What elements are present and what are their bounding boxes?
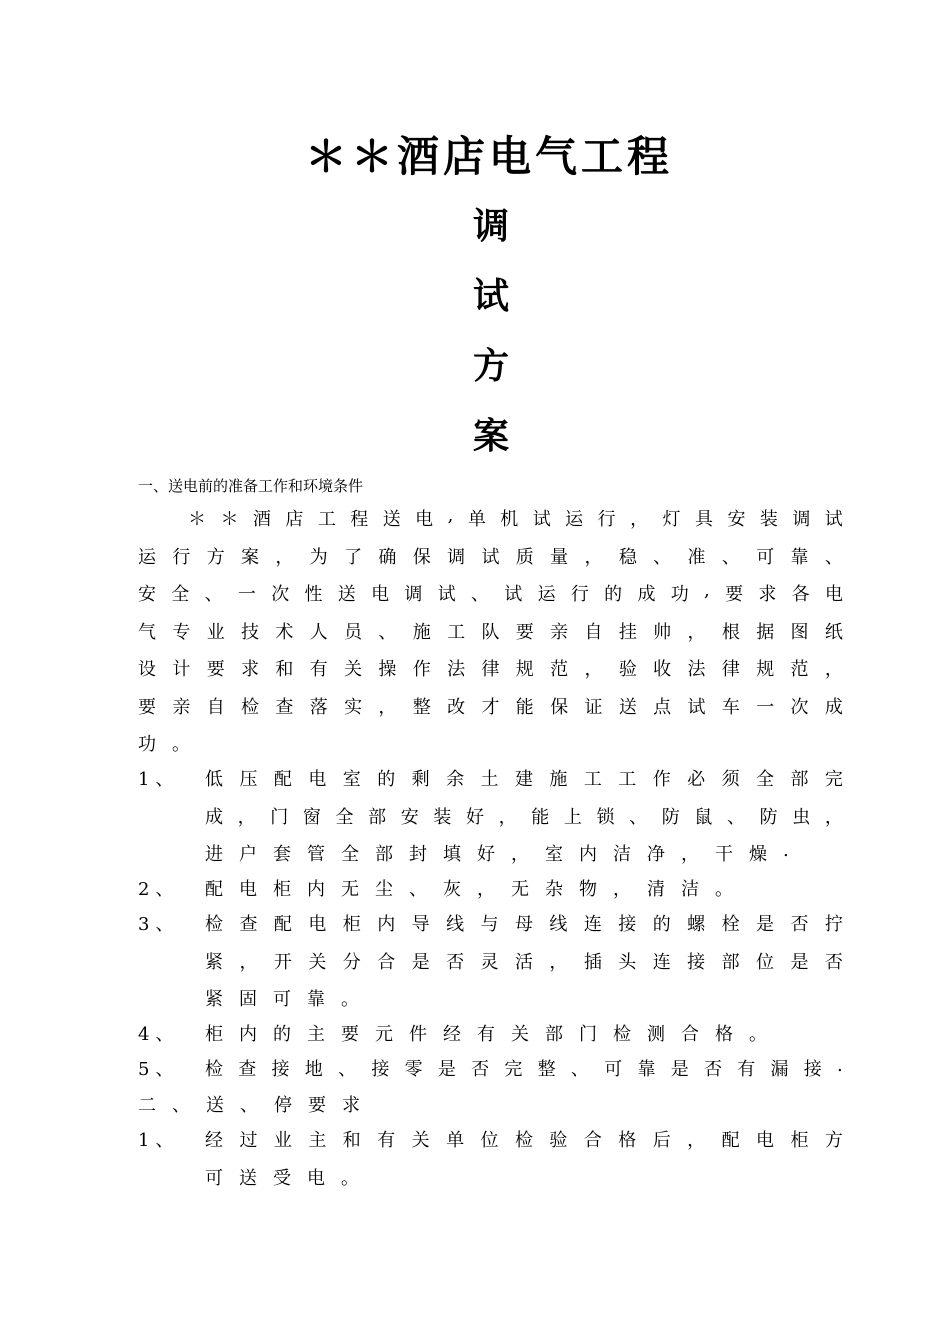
intro-line: 安 全 、 一 次 性 送 电 调 试 、 试 运 行 的 成 功 , 要 求 各 电: [138, 580, 843, 605]
section-heading-2: 二、送、停要求: [138, 1095, 376, 1116]
item-line: 成 ， 门 窗 全 部 安 装 好 ， 能 上 锁 、 防 鼠 、 防 虫 ，: [205, 806, 843, 828]
document-title: ＊＊酒店电气工程: [305, 132, 674, 181]
item-line: 配 电 柜 内 无 尘 、 灰 ， 无 杂 物 ， 清 洁 。: [205, 879, 733, 900]
item-number: 5、: [138, 1059, 180, 1080]
item-number: 2、: [138, 879, 180, 900]
intro-line: ＊ ＊ 酒 店 工 程 送 电 , 单 机 试 运 行 ， 灯 具 安 装 调 试: [188, 505, 843, 530]
intro-line: 要 亲 自 检 查 落 实 ， 整 改 才 能 保 证 送 点 试 车 一 次 成: [138, 696, 843, 718]
item-number: 4、: [138, 1024, 180, 1045]
title-char-2: 试: [473, 275, 510, 317]
item-line: 进 户 套 管 全 部 封 填 好 ， 室 内 洁 净 ， 干 燥 .: [205, 840, 789, 865]
item-number: 1、: [138, 769, 180, 790]
item-line: 紧 ， 开 关 分 合 是 否 灵 活 ， 插 头 连 接 部 位 是 否: [205, 951, 843, 973]
intro-line: 设 计 要 求 和 有 关 操 作 法 律 规 范 ， 验 收 法 律 规 范 ，: [138, 659, 843, 680]
intro-line: 功 。: [138, 734, 190, 755]
item-line: 检 查 配 电 柜 内 导 线 与 母 线 连 接 的 螺 栓 是 否 拧: [205, 914, 843, 935]
item-line: 低 压 配 电 室 的 剩 余 土 建 施 工 工 作 必 须 全 部 完: [205, 769, 843, 790]
title-char-3: 方: [473, 345, 510, 387]
section-heading-1: 一、送电前的准备工作和环境条件: [138, 477, 364, 495]
item-number: 1、: [138, 1130, 180, 1151]
item-line: 经 过 业 主 和 有 关 单 位 检 验 合 格 后 ， 配 电 柜 方: [205, 1130, 843, 1151]
item-number: 3、: [138, 914, 180, 935]
item-line: 紧 固 可 靠 。: [205, 989, 359, 1010]
item-line: 检 查 接 地 、 接 零 是 否 完 整 、 可 靠 是 否 有 漏 接 .: [205, 1055, 843, 1080]
title-char-4: 案: [473, 415, 510, 457]
intro-line: 运 行 方 案 ， 为 了 确 保 调 试 质 量 ， 稳 、 准 、 可 靠 、: [138, 546, 843, 568]
item-line: 可 送 受 电 。: [205, 1167, 359, 1189]
intro-line: 气 专 业 技 术 人 员 、 施 工 队 要 亲 自 挂 帅 ， 根 据 图 纸: [138, 621, 843, 643]
title-char-1: 调: [473, 205, 510, 247]
item-line: 柜 内 的 主 要 元 件 经 有 关 部 门 检 测 合 格 。: [205, 1024, 767, 1045]
